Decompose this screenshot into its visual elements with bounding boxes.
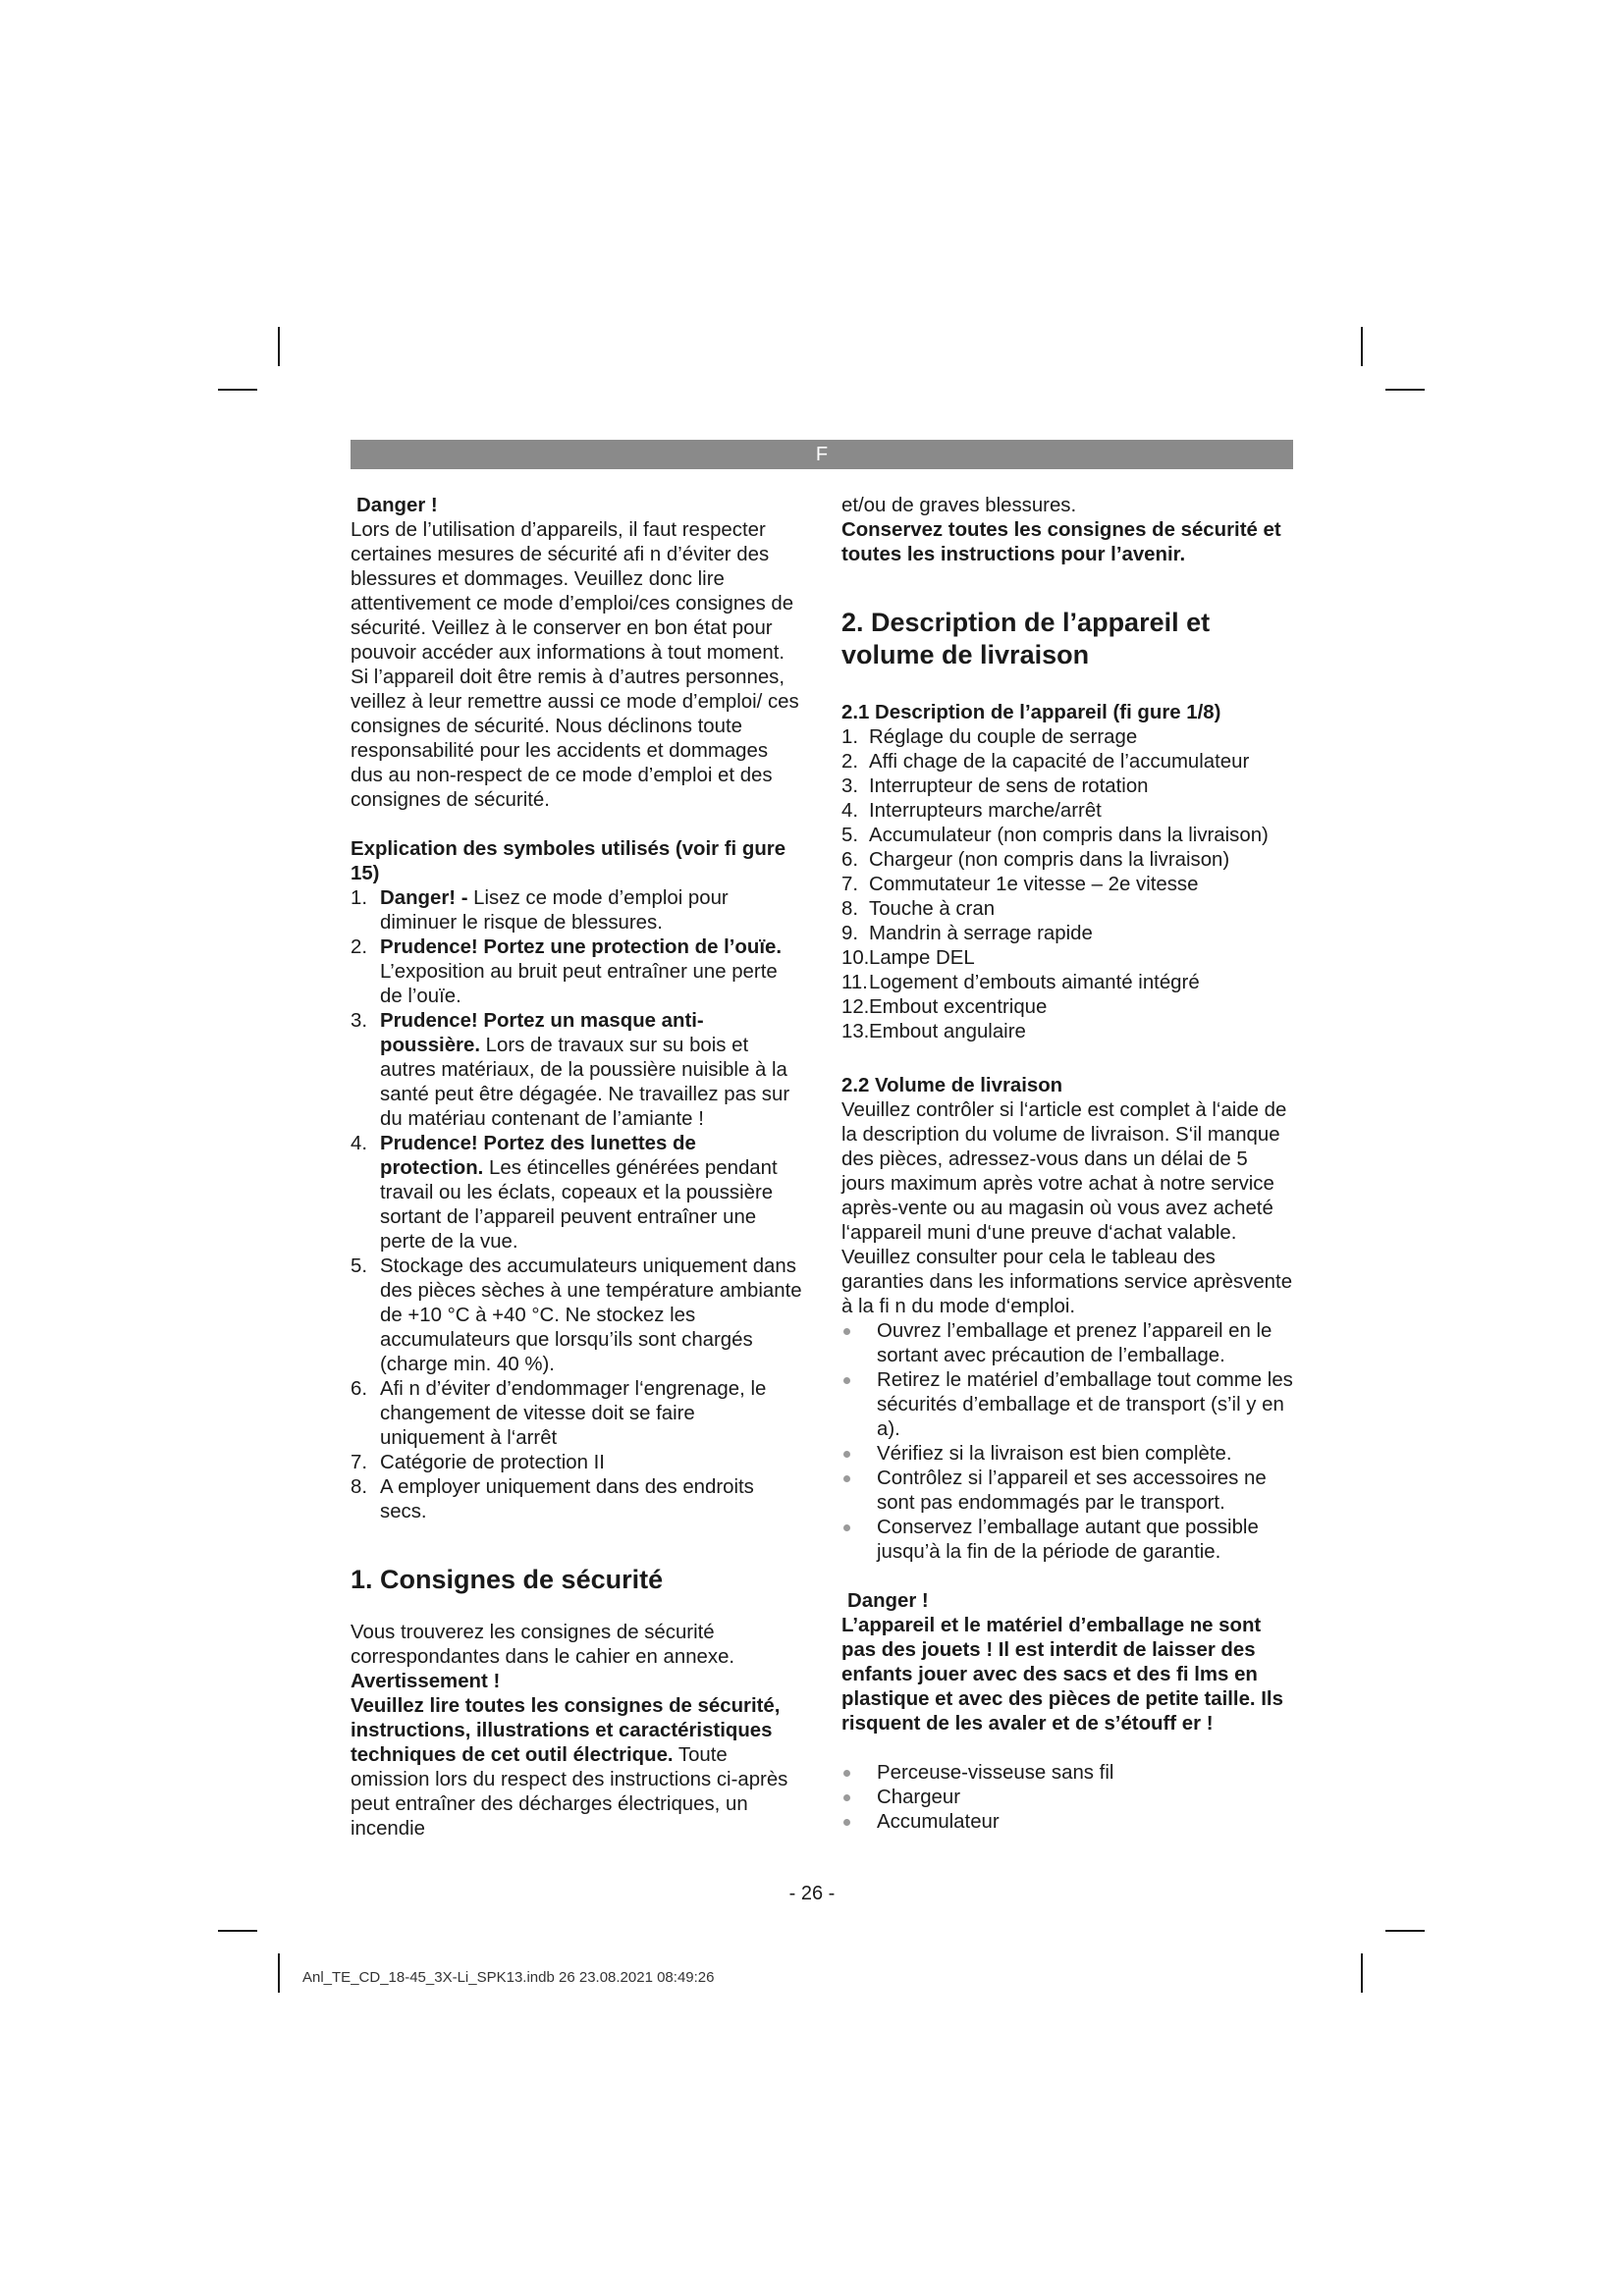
crop-mark xyxy=(1361,1953,1363,1993)
sub21-title: 2.1 Description de l’appareil (fi gure 1/8) xyxy=(841,702,1221,723)
list-item: Chargeur xyxy=(841,1786,1293,1810)
symbol-item: 2. Prudence! Portez une protection de l’ouïe. L’exposition au bruit peut entraîner une perte de l’ouïe. xyxy=(351,936,782,1007)
footer-print-info: Anl_TE_CD_18-45_3X-Li_SPK13.indb 26 23.08.2021 08:49:26 xyxy=(302,1969,715,1986)
parts-list xyxy=(841,725,1293,1044)
warning-text: Veuillez lire toutes les consignes de sécurité, instructions, illustrations et caractéristiques techniques de cet outil électrique. Toute omission lors du respect des instructions ci-après peut entraîner des décharges électriques, un incendie xyxy=(351,1695,788,1840)
section-header-bar xyxy=(351,440,1293,469)
crop-mark xyxy=(1385,389,1425,391)
symbol-item: 7. Catégorie de protection II xyxy=(351,1452,605,1473)
symbol-item: 8. A employer uniquement dans des endroits secs. xyxy=(351,1476,754,1522)
crop-mark xyxy=(218,1930,257,1932)
list-item: Contrôlez si l’appareil et ses accessoires ne sont pas endommagés par le transport. xyxy=(841,1467,1293,1516)
symbols-list xyxy=(351,886,802,1524)
bullet-icon xyxy=(843,1524,850,1531)
sub22-text: Veuillez contrôler si l‘article est complet à l‘aide de la description du volume de livraison. S‘il manque des pièces, adressez-vous dans un délai de 5 jours maximum après votre achat à notre service après-vente ou au magasin où vous avez acheté l‘appareil muni d‘une preuve d‘achat valable. Veuillez consulter pour cela le tableau des garanties dans les informations service aprèsvente à la fi n du mode d‘emploi. xyxy=(841,1099,1293,1317)
part-item: 7. Commutateur 1e vitesse – 2e vitesse xyxy=(841,874,1199,895)
bullet-icon xyxy=(843,1794,850,1801)
part-item: 12. Embout excentrique xyxy=(841,996,1048,1018)
part-item: 11. Logement d’embouts aimanté intégré xyxy=(841,972,1200,993)
keep-instructions: Conservez toutes les consignes de sécurité et toutes les instructions pour l’avenir. xyxy=(841,519,1281,565)
crop-mark xyxy=(278,1953,280,1993)
list-item: Perceuse-visseuse sans fil xyxy=(841,1761,1293,1786)
crop-mark xyxy=(278,327,280,366)
crop-mark xyxy=(1361,327,1363,366)
part-item: 5. Accumulateur (non compris dans la livraison) xyxy=(841,825,1269,846)
unpacking-steps xyxy=(841,1319,1293,1565)
list-item: Retirez le matériel d’emballage tout comme les sécurités d’emballage et de transport (s’il y en a). xyxy=(841,1368,1293,1442)
symbols-title: Explication des symboles utilisés (voir fi gure 15) xyxy=(351,838,786,884)
list-item: Accumulateur xyxy=(841,1810,1293,1835)
warning-title: Avertissement ! xyxy=(351,1671,501,1692)
page-number: - 26 - xyxy=(788,1883,836,1904)
danger-text: Lors de l’utilisation d’appareils, il faut respecter certaines mesures de sécurité afi n d’éviter des blessures et dommages. Veuillez donc lire attentivement ce mode d’emploi/ces consignes de sécurité. Veillez à le conserver en bon état pour pouvoir accéder aux informations à tout moment. Si l’appareil doit être remis à d’autres personnes, veillez à leur remettre aussi ce mode d’emploi/ ces consignes de sécurité. Nous déclinons toute responsabilité pour les accidents et dommages dus au non-respect de ce mode d’emploi et des consignes de sécurité. xyxy=(351,519,799,811)
bullet-icon xyxy=(843,1328,850,1335)
part-item: 3. Interrupteur de sens de rotation xyxy=(841,775,1149,797)
bullet-icon xyxy=(843,1377,850,1384)
part-item: 2. Affi chage de la capacité de l’accumulateur xyxy=(841,751,1250,773)
symbol-item: 5. Stockage des accumulateurs uniquement dans des pièces sèches à une température ambiante de +10 °C à +40 °C. Ne stockez les accumulateurs que lorsqu’ils sont chargés (charge min. 40 %). xyxy=(351,1255,802,1375)
symbol-item: 4. Prudence! Portez des lunettes de protection. Les étincelles générées pendant travail ou les éclats, copeaux et la poussière sortant de l’appareil peuvent entraîner une perte de la vue. xyxy=(351,1133,778,1253)
delivery-contents xyxy=(841,1761,1293,1835)
crop-mark xyxy=(218,389,257,391)
part-item: 13. Embout angulaire xyxy=(841,1021,1026,1042)
part-item: 1. Réglage du couple de serrage xyxy=(841,726,1138,748)
section1-title: 1. Consignes de sécurité xyxy=(351,1565,664,1594)
part-item: 8. Touche à cran xyxy=(841,898,996,920)
danger-title: Danger ! xyxy=(356,495,438,516)
left-column xyxy=(351,494,802,1842)
part-item: 6. Chargeur (non compris dans la livraison) xyxy=(841,849,1230,871)
part-item: 9. Mandrin à serrage rapide xyxy=(841,923,1093,944)
danger2-text: L’appareil et le matériel d’emballage ne sont pas des jouets ! Il est interdit de laisser des enfants jouer avec des sacs et des fi lms en plastique et avec des pièces de petite taille. Ils risquent de les avaler et de s’étouff er ! xyxy=(841,1615,1283,1735)
bullet-icon xyxy=(843,1770,850,1777)
danger2-title: Danger ! xyxy=(847,1590,929,1612)
list-item: Vérifiez si la livraison est bien complète. xyxy=(841,1442,1293,1467)
section-letter: F xyxy=(815,444,829,465)
section2-title: 2. Description de l’appareil et volume de livraison xyxy=(841,608,1211,669)
part-item: 4. Interrupteurs marche/arrêt xyxy=(841,800,1102,822)
symbol-item: 6. Afi n d’éviter d’endommager l‘engrenage, le changement de vitesse doit se faire uniquement à l‘arrêt xyxy=(351,1378,767,1449)
list-item: Ouvrez l’emballage et prenez l’appareil en le sortant avec précaution de l’emballage. xyxy=(841,1319,1293,1368)
bullet-icon xyxy=(843,1451,850,1458)
crop-mark xyxy=(1385,1930,1425,1932)
section1-intro: Vous trouverez les consignes de sécurité correspondantes dans le cahier en annexe. xyxy=(351,1622,735,1668)
right-column xyxy=(841,494,1293,1835)
bullet-icon xyxy=(843,1819,850,1826)
continued-text: et/ou de graves blessures. xyxy=(841,495,1077,516)
part-item: 10. Lampe DEL xyxy=(841,947,975,969)
bullet-icon xyxy=(843,1475,850,1482)
sub22-title: 2.2 Volume de livraison xyxy=(841,1075,1063,1096)
symbol-item: 3. Prudence! Portez un masque anti-poussière. Lors de travaux sur su bois et autres matériaux, de la poussière nuisible à la santé peut être dégagée. Ne travaillez pas sur du matériau contenant de l’amiante ! xyxy=(351,1010,790,1130)
symbol-item: 1. Danger! - Lisez ce mode d’emploi pour diminuer le risque de blessures. xyxy=(351,887,729,934)
list-item: Conservez l’emballage autant que possible jusqu’à la fin de la période de garantie. xyxy=(841,1516,1293,1565)
